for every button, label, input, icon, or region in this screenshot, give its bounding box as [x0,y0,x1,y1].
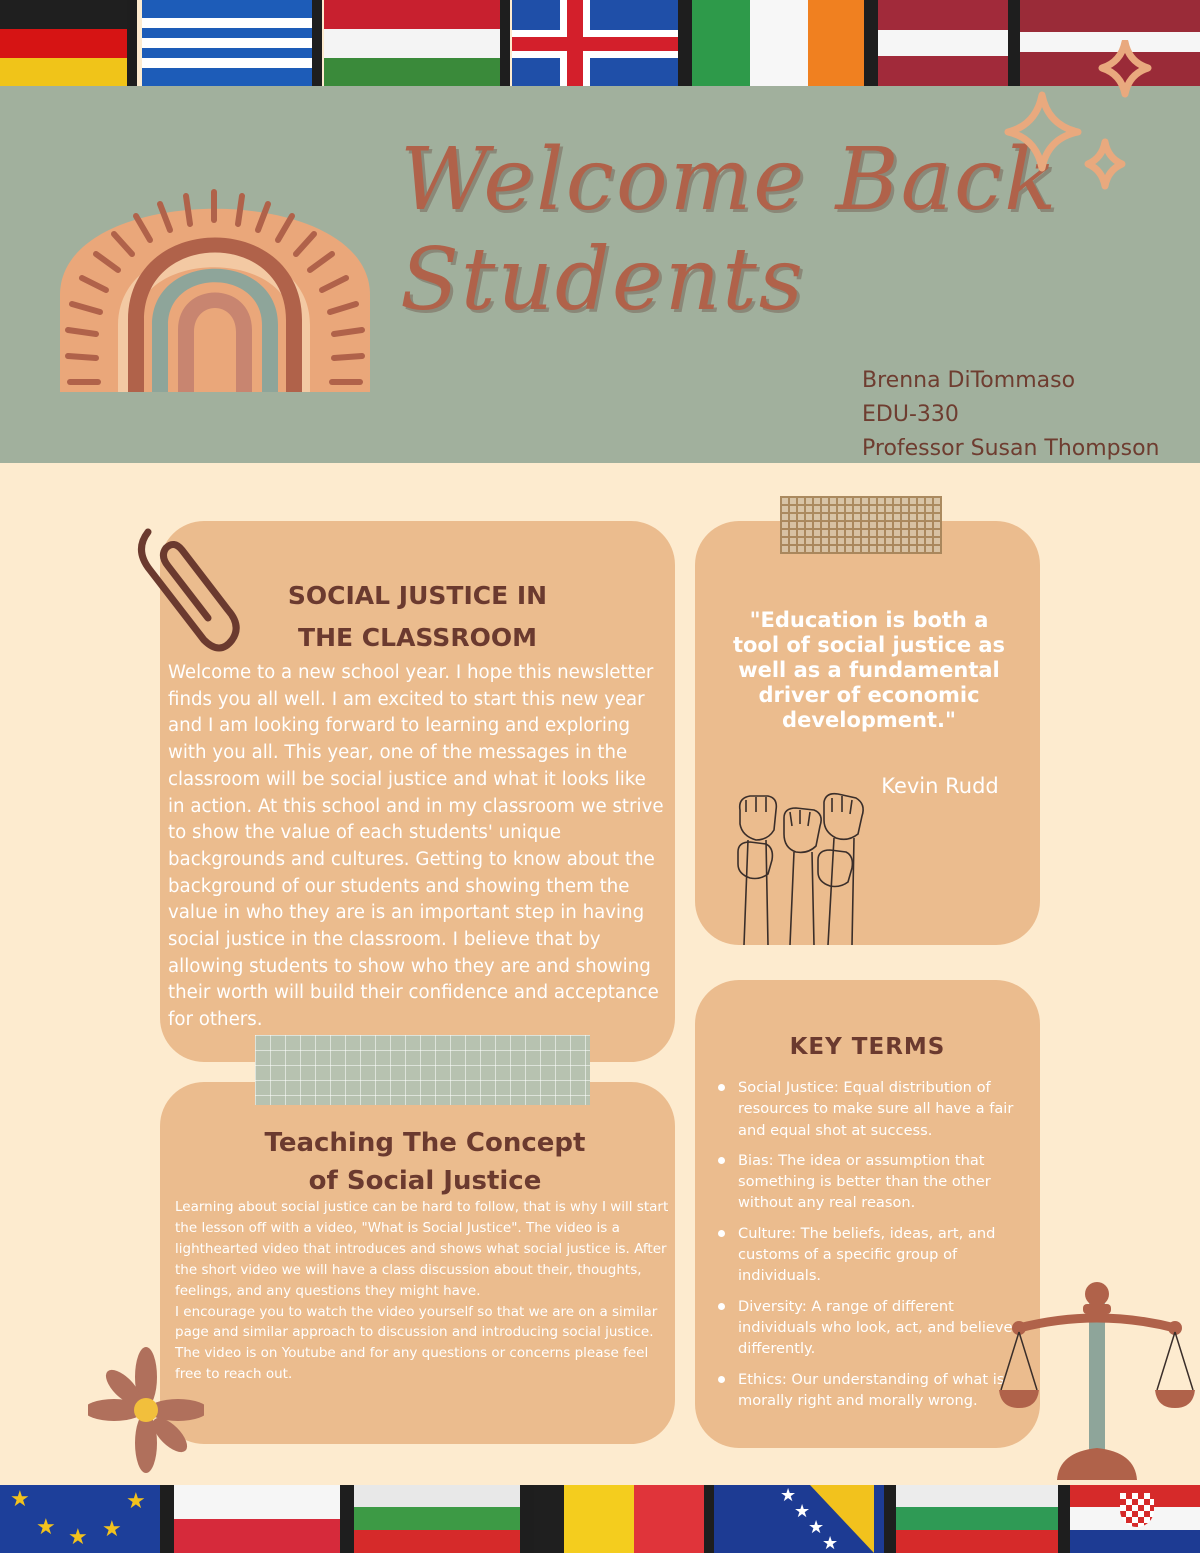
key-terms-list [716,1077,1021,1420]
flag-european-union: ★ ★ ★ ★ ★ [0,1485,160,1553]
quote-author: Kevin Rudd [881,774,999,798]
washi-tape-overlay [255,1035,590,1105]
social-justice-heading-line-2: THE CLASSROOM [298,623,537,652]
flower-icon [88,1345,204,1477]
flag-hungary [324,0,500,86]
flag-greece [142,0,312,86]
author-block [862,364,1160,466]
page-title [400,130,1080,330]
raised-fists-illustration [728,790,873,945]
key-term-item: Diversity: A range of different individuals who look, act, and believe differently. [716,1296,1021,1360]
key-term-item: Ethics: Our understanding of what is morally right and morally wrong. [716,1369,1021,1412]
rainbow-illustration [40,120,390,410]
paperclip-icon [128,520,246,655]
coat-of-arms-icon [1120,1493,1154,1527]
flag-austria-left [878,0,1008,86]
washi-tape-brown [780,496,942,554]
key-term-item: Culture: The beliefs, ideas, art, and customs of a specific group of individuals. [716,1223,1021,1287]
flag-bosnia [714,1485,884,1553]
flag-croatia [1070,1485,1200,1553]
teaching-paragraph-1: Learning about social justice can be hard to follow, that is why I will start the lesson off with a video, "What is Social Justice". The video is a lighthearted video that introduces and shows what social justice is. After the short video we will have a class discussion about their, thoughts, feelings, and any questions they might have. [175,1199,669,1299]
social-justice-body: Welcome to a new school year. I hope this newsletter finds you all well. I am excited to start this new year and I am looking forward to learning and exploring with you all. This year, one of the messages in the classroom will be social justice and what it looks like in action. At this school and in my classroom we strive to show the value of each students' unique backgrounds and cultures. Getting to know about the background of our students and showing them the value in who they are is an important step in having social justice in the classroom. I believe that by allowing students to show who they are and showing their worth will build their confidence and acceptance for others. [168,662,664,1031]
title-line-2: Students [400,230,805,330]
author-name: Brenna DiTommaso [862,368,1076,393]
svg-text:★: ★ [822,1533,839,1553]
title-line-1: Welcome Back [400,130,1059,230]
flag-belgium [534,1485,704,1553]
svg-text:★: ★ [780,1485,797,1506]
teaching-paragraph-2: I encourage you to watch the video yourself so that we are on a similar page and similar approach to discussion and introducing social justice. The video is on Youtube and for any questions or concerns please feel free to reach out. [175,1303,658,1383]
flag-bulgaria-right [896,1485,1058,1553]
svg-text:★: ★ [808,1517,825,1538]
social-justice-heading [230,575,605,659]
scales-of-justice-icon [997,1280,1200,1480]
teaching-heading [240,1124,610,1200]
teaching-body [175,1197,670,1385]
flag-iceland [512,0,678,86]
professor-name: Professor Susan Thompson [862,436,1160,461]
flag-ireland [692,0,864,86]
key-term-item: Social Justice: Equal distribution of resources to make sure all have a fair and equal shot at success. [716,1077,1021,1141]
flag-germany [0,0,127,86]
sparkle-icon [1000,40,1170,210]
course-code: EDU-330 [862,402,959,427]
flag-bulgaria-left [354,1485,520,1553]
svg-text:★: ★ [794,1501,811,1522]
teaching-heading-line-2: of Social Justice [308,1166,542,1196]
quote-text: "Education is both a tool of social justice as well as a fundamental driver of economic development." [732,608,1006,732]
flag-poland [174,1485,340,1553]
key-terms-heading: KEY TERMS [789,1034,946,1060]
key-term-item: Bias: The idea or assumption that something is better than the other without any real reason. [716,1150,1021,1214]
teaching-heading-line-1: Teaching The Concept [264,1128,586,1158]
social-justice-heading-line-1: SOCIAL JUSTICE IN [287,581,548,610]
